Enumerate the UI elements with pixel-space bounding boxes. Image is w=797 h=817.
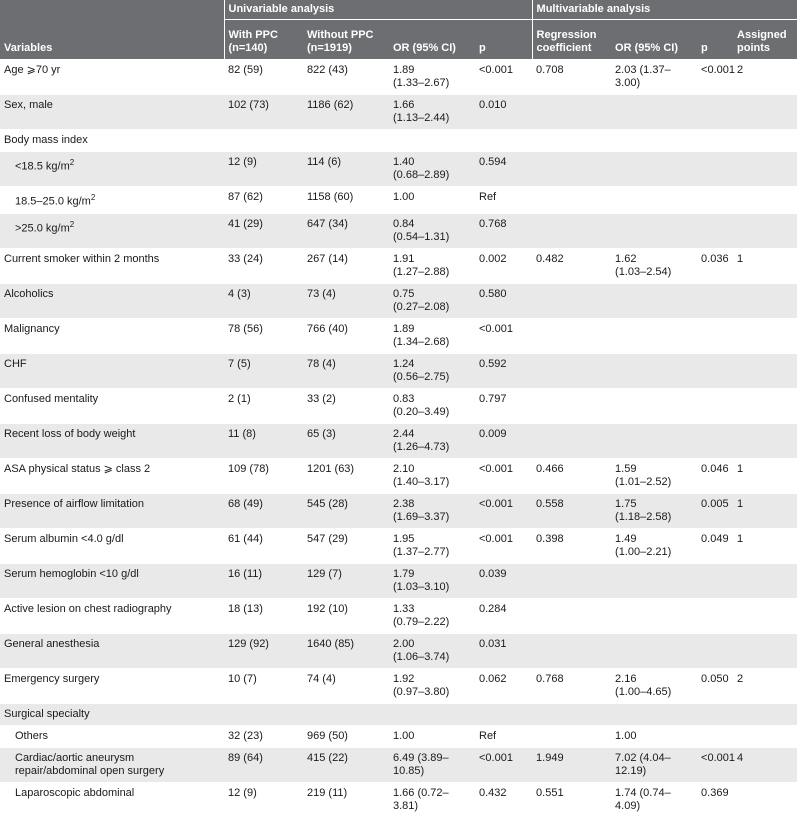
cell-with-ppc: 87 (62) [224,187,303,214]
cell-with-ppc [224,130,303,152]
cell-variable: Active lesion on chest radiography [0,598,224,633]
cell-or-uni: 1.89 (1.33–2.67) [389,60,475,95]
cell-without-ppc: 1201 (63) [303,458,389,493]
cell-or-multi [611,633,697,668]
cell-or-uni: 1.89 (1.34–2.68) [389,318,475,353]
col-or-multi: OR (95% CI) [611,20,697,60]
cell-regression-coefficient: 0.398 [532,528,611,563]
univariable-header: Univariable analysis [224,0,532,20]
cell-variable: <18.5 $kg/m^2$ [0,152,224,187]
cell-or-multi: 1.00 [611,725,697,747]
cell-without-ppc: 1158 (60) [303,187,389,214]
cell-p-multi: 0.046 [697,458,733,493]
cell-without-ppc [303,703,389,725]
cell-with-ppc: 82 (59) [224,60,303,95]
cell-or-multi: 7.02 (4.04– 12.19) [611,747,697,782]
cell-with-ppc: 78 (56) [224,318,303,353]
cell-assigned-points [733,563,797,598]
cell-variable: Laparoscopic abdominal [0,782,224,817]
col-regression-coefficient: Regression coefficient [532,20,611,60]
cell-variable: Surgical specialty [0,703,224,725]
cell-assigned-points: 2 [733,668,797,703]
cell-p-uni: 0.031 [475,633,532,668]
col-assigned-points: Assigned points [733,20,797,60]
cell-without-ppc: 33 (2) [303,388,389,423]
cell-with-ppc: 33 (24) [224,248,303,283]
cell-or-uni: 1.95 (1.37–2.77) [389,528,475,563]
cell-variable: Emergency surgery [0,668,224,703]
col-variables: Variables [0,20,224,60]
cell-or-multi: 1.49 (1.00–2.21) [611,528,697,563]
cell-or-uni: 1.24 (0.56–2.75) [389,353,475,388]
cell-variable: Malignancy [0,318,224,353]
cell-with-ppc: 12 (9) [224,152,303,187]
cell-assigned-points [733,598,797,633]
cell-with-ppc: 61 (44) [224,528,303,563]
cell-p-multi: 0.005 [697,493,733,528]
table-row [0,95,797,130]
cell-or-multi [611,388,697,423]
cell-assigned-points [733,423,797,458]
cell-or-multi [611,213,697,248]
cell-assigned-points: 1 [733,493,797,528]
cell-with-ppc: 11 (8) [224,423,303,458]
table-row [0,598,797,633]
cell-or-uni: 1.91 (1.27–2.88) [389,248,475,283]
cell-with-ppc: 4 (3) [224,283,303,318]
cell-without-ppc: 192 (10) [303,598,389,633]
cell-or-uni: 1.00 [389,725,475,747]
cell-assigned-points [733,130,797,152]
table-body [0,60,797,817]
cell-without-ppc: 1186 (62) [303,95,389,130]
cell-regression-coefficient [532,703,611,725]
table-row [0,60,797,95]
cell-without-ppc: 547 (29) [303,528,389,563]
cell-p-multi: 0.050 [697,668,733,703]
table-row [0,782,797,817]
table-row [0,213,797,248]
cell-or-multi [611,283,697,318]
cell-p-multi: 0.036 [697,248,733,283]
cell-without-ppc: 114 (6) [303,152,389,187]
table-row [0,388,797,423]
col-p-multi: p [697,20,733,60]
cell-or-multi [611,187,697,214]
table-row [0,633,797,668]
cell-assigned-points: 4 [733,747,797,782]
cell-assigned-points [733,152,797,187]
cell-p-uni: <0.001 [475,318,532,353]
cell-with-ppc: 109 (78) [224,458,303,493]
cell-regression-coefficient: 0.558 [532,493,611,528]
cell-or-multi: 2.03 (1.37– 3.00) [611,60,697,95]
cell-p-uni [475,130,532,152]
cell-assigned-points [733,213,797,248]
cell-without-ppc: 766 (40) [303,318,389,353]
cell-p-uni: Ref [475,187,532,214]
cell-p-uni: <0.001 [475,528,532,563]
table-row [0,248,797,283]
cell-regression-coefficient [532,388,611,423]
cell-variable: Current smoker within 2 months [0,248,224,283]
cell-assigned-points: 1 [733,458,797,493]
cell-p-multi [697,598,733,633]
cell-regression-coefficient [532,563,611,598]
cell-without-ppc: 74 (4) [303,668,389,703]
cell-variable: Serum albumin <4.0 g/dl [0,528,224,563]
cell-regression-coefficient: 0.482 [532,248,611,283]
cell-p-uni: 0.768 [475,213,532,248]
cell-assigned-points: 2 [733,60,797,95]
cell-assigned-points [733,782,797,817]
cell-with-ppc: 10 (7) [224,668,303,703]
cell-p-uni: 0.039 [475,563,532,598]
cell-variable: CHF [0,353,224,388]
table-row [0,130,797,152]
cell-variable: Confused mentality [0,388,224,423]
cell-p-multi [697,187,733,214]
cell-assigned-points [733,318,797,353]
cell-p-multi [697,130,733,152]
cell-or-uni [389,703,475,725]
cell-variable: Others [0,725,224,747]
cell-regression-coefficient: 0.768 [532,668,611,703]
table-row [0,318,797,353]
cell-or-uni: 0.75 (0.27–2.08) [389,283,475,318]
cell-regression-coefficient [532,187,611,214]
cell-regression-coefficient [532,633,611,668]
cell-or-multi [611,95,697,130]
cell-or-multi [611,598,697,633]
cell-p-multi [697,633,733,668]
cell-or-uni: 0.83 (0.20–3.49) [389,388,475,423]
cell-p-uni: 0.062 [475,668,532,703]
cell-or-multi [611,318,697,353]
cell-assigned-points [733,187,797,214]
cell-variable: Recent loss of body weight [0,423,224,458]
cell-without-ppc: 415 (22) [303,747,389,782]
cell-without-ppc: 545 (28) [303,493,389,528]
cell-or-uni: 2.44 (1.26–4.73) [389,423,475,458]
cell-or-uni: 1.79 (1.03–3.10) [389,563,475,598]
cell-p-uni: <0.001 [475,493,532,528]
cell-assigned-points: 1 [733,528,797,563]
cell-assigned-points [733,388,797,423]
cell-variable: Presence of airflow limitation [0,493,224,528]
cell-p-uni: <0.001 [475,747,532,782]
col-p-uni: p [475,20,532,60]
cell-without-ppc [303,130,389,152]
cell-p-multi: <0.001 [697,60,733,95]
cell-p-multi [697,703,733,725]
cell-regression-coefficient [532,152,611,187]
table-row [0,423,797,458]
cell-or-uni: 1.66 (1.13–2.44) [389,95,475,130]
table-row [0,458,797,493]
cell-with-ppc: 2 (1) [224,388,303,423]
cell-variable: 18.5–25.0 $kg/m^2$ [0,187,224,214]
multivariable-header: Multivariable analysis [532,0,797,20]
col-with-ppc: With PPC (n=140) [224,20,303,60]
cell-p-multi [697,283,733,318]
cell-with-ppc: 7 (5) [224,353,303,388]
cell-or-multi [611,152,697,187]
cell-p-uni: 0.010 [475,95,532,130]
cell-with-ppc: 68 (49) [224,493,303,528]
cell-regression-coefficient [532,213,611,248]
cell-p-multi [697,353,733,388]
cell-with-ppc: 12 (9) [224,782,303,817]
cell-p-multi [697,152,733,187]
cell-regression-coefficient [532,130,611,152]
cell-p-multi [697,563,733,598]
cell-with-ppc: 41 (29) [224,213,303,248]
cell-or-multi [611,703,697,725]
cell-or-uni [389,130,475,152]
cell-p-uni: 0.580 [475,283,532,318]
cell-regression-coefficient: 0.466 [532,458,611,493]
table-row [0,353,797,388]
cell-or-multi [611,130,697,152]
cell-p-uni: <0.001 [475,60,532,95]
table-row [0,747,797,782]
cell-without-ppc: 129 (7) [303,563,389,598]
cell-or-uni: 0.84 (0.54–1.31) [389,213,475,248]
cell-p-uni [475,703,532,725]
cell-variable: Body mass index [0,130,224,152]
cell-p-uni: Ref [475,725,532,747]
cell-with-ppc: 89 (64) [224,747,303,782]
cell-p-multi: 0.369 [697,782,733,817]
cell-variable: Cardiac/aortic aneurysm repair/abdominal open surgery [0,747,224,782]
col-without-ppc: Without PPC (n=1919) [303,20,389,60]
cell-p-multi [697,423,733,458]
cell-variable: Sex, male [0,95,224,130]
cell-or-uni: 1.40 (0.68–2.89) [389,152,475,187]
cell-without-ppc: 822 (43) [303,60,389,95]
cell-p-uni: 0.009 [475,423,532,458]
cell-without-ppc: 73 (4) [303,283,389,318]
header-blank [0,0,224,20]
cell-p-uni: 0.284 [475,598,532,633]
cell-assigned-points [733,725,797,747]
cell-with-ppc: 129 (92) [224,633,303,668]
cell-p-multi: 0.049 [697,528,733,563]
cell-assigned-points [733,353,797,388]
cell-or-uni: 1.66 (0.72– 3.81) [389,782,475,817]
cell-p-uni: <0.001 [475,458,532,493]
table-row [0,528,797,563]
cell-p-uni: 0.594 [475,152,532,187]
cell-p-multi: <0.001 [697,747,733,782]
cell-or-multi: 1.59 (1.01–2.52) [611,458,697,493]
table-row [0,493,797,528]
cell-p-multi [697,388,733,423]
cell-or-uni: 1.33 (0.79–2.22) [389,598,475,633]
cell-variable: Serum hemoglobin <10 g/dl [0,563,224,598]
cell-or-uni: 2.38 (1.69–3.37) [389,493,475,528]
cell-variable: Age ⩾70 yr [0,60,224,95]
cell-or-multi: 1.75 (1.18–2.58) [611,493,697,528]
cell-or-multi [611,563,697,598]
cell-with-ppc: 16 (11) [224,563,303,598]
cell-regression-coefficient [532,95,611,130]
cell-or-uni: 1.00 [389,187,475,214]
cell-or-uni: 2.10 (1.40–3.17) [389,458,475,493]
cell-variable: ASA physical status ⩾ class 2 [0,458,224,493]
cell-with-ppc: 18 (13) [224,598,303,633]
cell-p-multi [697,725,733,747]
cell-assigned-points [733,95,797,130]
cell-with-ppc [224,703,303,725]
cell-regression-coefficient [532,318,611,353]
cell-or-multi [611,353,697,388]
cell-p-uni: 0.432 [475,782,532,817]
cell-variable: >25.0 $kg/m^2$ [0,213,224,248]
cell-without-ppc: 969 (50) [303,725,389,747]
cell-assigned-points: 1 [733,248,797,283]
cell-without-ppc: 267 (14) [303,248,389,283]
cell-variable: Alcoholics [0,283,224,318]
header-row-groups [0,0,797,20]
cell-or-uni: 6.49 (3.89– 10.85) [389,747,475,782]
cell-p-multi [697,213,733,248]
cell-p-uni: 0.797 [475,388,532,423]
table-row [0,703,797,725]
cell-or-multi: 1.74 (0.74– 4.09) [611,782,697,817]
cell-p-uni: 0.592 [475,353,532,388]
cell-or-uni: 2.00 (1.06–3.74) [389,633,475,668]
cell-regression-coefficient [532,353,611,388]
table-row [0,283,797,318]
table-row [0,668,797,703]
table-row [0,152,797,187]
cell-regression-coefficient [532,725,611,747]
cell-with-ppc: 102 (73) [224,95,303,130]
cell-regression-coefficient [532,598,611,633]
cell-p-uni: 0.002 [475,248,532,283]
cell-without-ppc: 65 (3) [303,423,389,458]
cell-or-multi: 2.16 (1.00–4.65) [611,668,697,703]
cell-variable: General anesthesia [0,633,224,668]
table-row [0,725,797,747]
cell-without-ppc: 1640 (85) [303,633,389,668]
cell-or-multi [611,423,697,458]
cell-assigned-points [733,633,797,668]
table-row [0,563,797,598]
cell-p-multi [697,95,733,130]
col-or-uni: OR (95% CI) [389,20,475,60]
header-row-columns [0,20,797,60]
cell-or-multi: 1.62 (1.03–2.54) [611,248,697,283]
table-row [0,187,797,214]
cell-regression-coefficient: 1.949 [532,747,611,782]
cell-without-ppc: 219 (11) [303,782,389,817]
cell-assigned-points [733,283,797,318]
cell-regression-coefficient: 0.551 [532,782,611,817]
cell-without-ppc: 647 (34) [303,213,389,248]
cell-with-ppc: 32 (23) [224,725,303,747]
cell-assigned-points [733,703,797,725]
cell-regression-coefficient: 0.708 [532,60,611,95]
cell-without-ppc: 78 (4) [303,353,389,388]
cell-p-multi [697,318,733,353]
cell-regression-coefficient [532,283,611,318]
cell-or-uni: 1.92 (0.97–3.80) [389,668,475,703]
cell-regression-coefficient [532,423,611,458]
